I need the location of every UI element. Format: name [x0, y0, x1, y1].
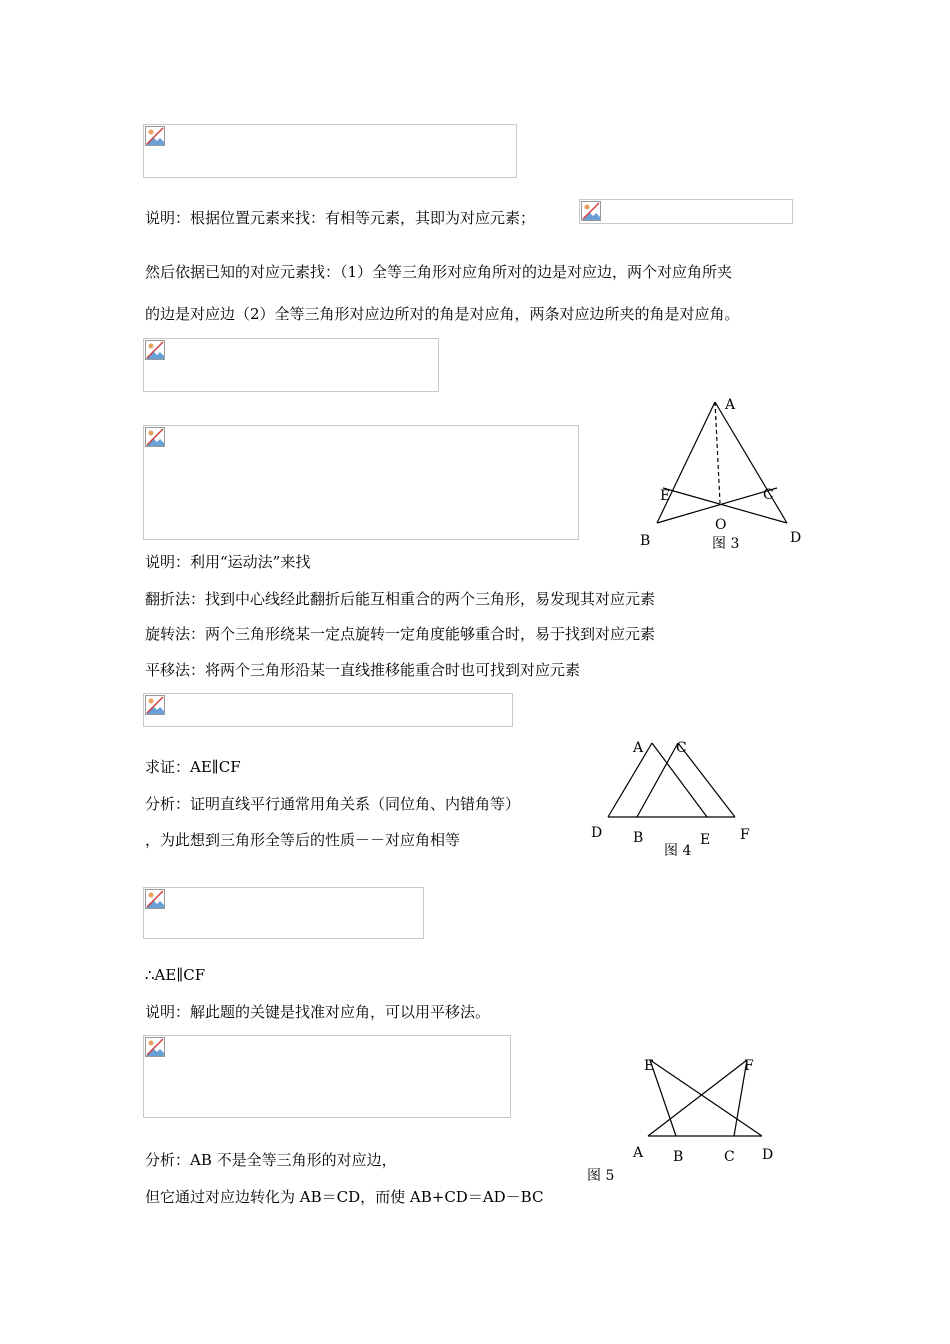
figure-5	[580, 1050, 780, 1190]
image-placeholder-4	[143, 693, 513, 727]
fig4-label-b: B	[633, 830, 644, 846]
fig3-label-e: E	[660, 488, 671, 504]
figure-4	[585, 735, 760, 860]
text-line-1: 说明：根据位置元素来找：有相等元素，其即为对应元素；	[145, 209, 536, 227]
fig5-label-c: C	[724, 1149, 735, 1165]
text-line-9: 分析：证明直线平行通常用角关系（同位角、内错角等）	[145, 795, 521, 813]
fig5-label-e: E	[644, 1058, 655, 1074]
image-placeholder-3	[143, 425, 579, 540]
fig4-caption: 图 4	[664, 843, 692, 859]
text-line-13: 分析：AB 不是全等三角形的对应边，	[145, 1151, 397, 1169]
broken-image-icon	[145, 889, 165, 909]
text-line-4: 说明：利用“运动法”来找	[145, 553, 311, 571]
image-placeholder-6	[143, 1035, 511, 1118]
fig3-label-c: C	[763, 487, 774, 503]
broken-image-icon	[145, 427, 165, 447]
text-line-6: 旋转法：两个三角形绕某一定点旋转一定角度能够重合时，易于找到对应元素	[145, 625, 656, 643]
fig5-label-d: D	[762, 1147, 774, 1163]
text-line-2: 然后依据已知的对应元素找：（1）全等三角形对应角所对的边是对应边，两个对应角所夹	[145, 263, 733, 281]
fig5-caption: 图 5	[587, 1168, 615, 1184]
text-line-8: 求证：AE∥CF	[145, 758, 241, 776]
fig3-label-a: A	[725, 397, 736, 413]
fig4-label-a: A	[633, 740, 644, 756]
text-line-12: 说明：解此题的关键是找准对应角，可以用平移法。	[145, 1003, 491, 1021]
text-line-14: 但它通过对应边转化为 AB＝CD，而使 AB+CD＝AD－BC	[145, 1188, 544, 1206]
figure-3	[630, 390, 820, 555]
text-line-5: 翻折法：找到中心线经此翻折后能互相重合的两个三角形，易发现其对应元素	[145, 590, 656, 608]
text-line-7: 平移法：将两个三角形沿某一直线推移能重合时也可找到对应元素	[145, 661, 581, 679]
fig4-label-f: F	[740, 827, 750, 843]
image-placeholder-inline	[579, 199, 793, 224]
fig4-label-c: C	[676, 740, 687, 756]
broken-image-icon	[145, 126, 165, 146]
text-line-11: ∴AE∥CF	[145, 966, 206, 984]
broken-image-icon	[145, 1037, 165, 1057]
fig3-caption: 图 3	[712, 536, 740, 552]
broken-image-icon	[581, 201, 601, 221]
fig3-label-d: D	[790, 530, 802, 546]
image-placeholder-2	[143, 338, 439, 392]
fig5-label-a: A	[633, 1145, 644, 1161]
fig3-label-b: B	[640, 533, 651, 549]
fig4-label-e: E	[700, 832, 711, 848]
image-placeholder-1	[143, 124, 517, 178]
broken-image-icon	[145, 340, 165, 360]
image-placeholder-5	[143, 887, 424, 939]
fig3-label-o: O	[715, 517, 727, 533]
fig4-label-d: D	[591, 825, 603, 841]
fig5-label-f: F	[744, 1058, 754, 1074]
broken-image-icon	[145, 695, 165, 715]
text-line-10: ，为此想到三角形全等后的性质－－对应角相等	[145, 831, 461, 849]
text-line-3: 的边是对应边（2）全等三角形对应边所对的角是对应角，两条对应边所夹的角是对应角。	[145, 305, 740, 323]
fig5-label-b: B	[673, 1149, 684, 1165]
